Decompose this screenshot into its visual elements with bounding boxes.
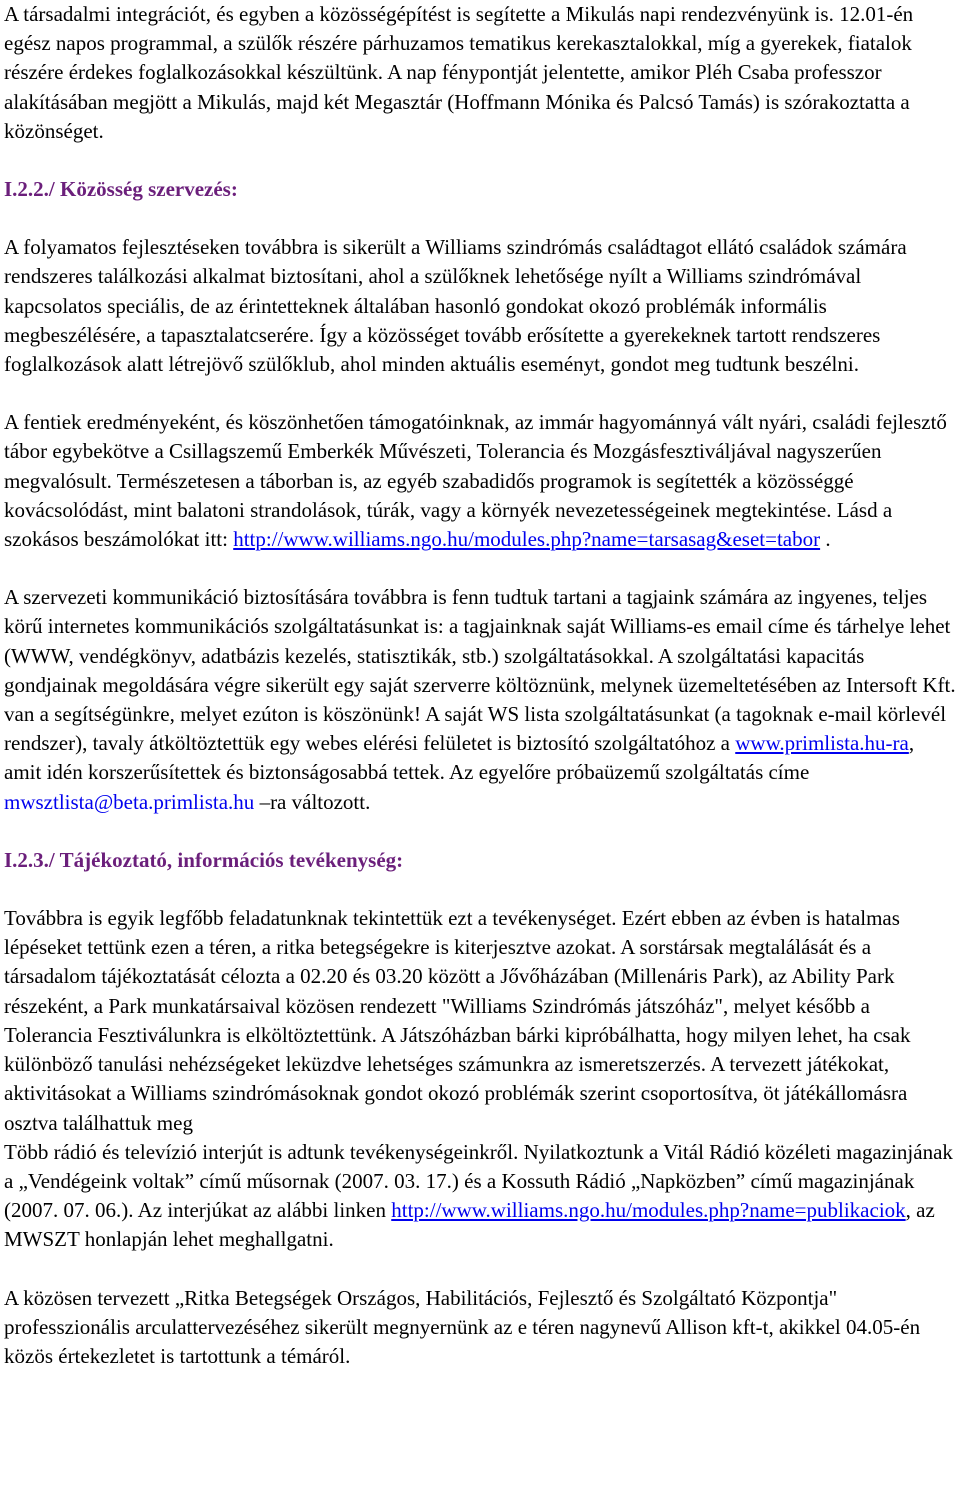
- paragraph-jatszohaz: Továbbra is egyik legfőbb feladatunknak tekintettük ezt a tevékenységet. Ezért ebben az évben is hatalmas lépéseket tettünk ezen a téren, a ritka betegségekre is kiterjesztve azokat. A sorstársak megtalálását és a társadalom tájékoztatását célozta a 02.20 és 03.20 között a Jővőházában (Millenáris Park), az Ability Park részeként, a Park munkatársaival közösen rendezett "Williams Szindrómás játszóház", melyet később a Tolerancia Fesztiválunkra is elköltöztettünk. A Játszóházban bárki kipróbálhatta, hogy milyen lehet, ha csak különböző tanulási nehézségeket leküzdve lehetséges számunkra az ismeretszerzés. A tervezett játékokat, aktivitásokat a Williams szindrómásoknak gondot okozó problémák szerint csoportosítva, öt játékállomásra osztva találhattuk meg: [4, 906, 911, 1135]
- paragraph-kommunikacio-text: A szervezeti kommunikáció biztosítására továbbra is fenn tudtuk tartani a tagjaink számára az ingyenes, teljes körű internetes kommunikációs szolgáltatásunkat is: a tagjainknak saját Williams-es email címe és tárhelye lehet (WWW, vendégkönyv, adatbázis kezelés, statisztikák, stb.) szolgáltatásokkal. A szolgáltatási kapacitás gondjainak megoldására végre sikerült egy saját szerverre költöznünk, melynek üzemeltetésében az Intersoft Kft. van a segítségünkre, melyet ezúton is köszönünk! A saját WS lista szolgáltatásunkat (a tagoknak e-mail körlevél rendszer), tavaly átköltöztettük egy webes elérési felületet is biztosító szolgáltatóhoz a: [4, 585, 956, 756]
- paragraph-tabor: [4, 408, 956, 554]
- paragraph-mikulas: A társadalmi integrációt, és egyben a közösségépítést is segítette a Mikulás napi rendezvényünk is. 12.01-én egész napos programmal, a szülők részére párhuzamos tematikus kerekasztalokkal, míg a gyerekek, fiatalok részére érdekes foglalkozásokkal készültünk. A nap fénypontját jelentette, amikor Pléh Csaba professzor alakításában megjött a Mikulás, majd két Megasztár (Hoffmann Mónika és Palcsó Tamás) is szórakoztatta a közönséget.: [4, 2, 914, 143]
- paragraph-kommunikacio-mid: , amit idén korszerűsítettek és biztonságosabbá tettek. Az egyelőre próbaüzemű szolgáltatás címe: [4, 731, 915, 785]
- paragraph-kozpont: A közösen tervezett „Ritka Betegségek Országos, Habilitációs, Fejlesztő és Szolgáltató Központja" professzionális arculattervezéséhez sikerült megnyernünk az e téren nagynevű Allison kft-t, akikkel 04.05-én közös értekezletet is tartottunk a témáról.: [4, 1285, 921, 1368]
- link-publikaciok[interactable]: http://www.williams.ngo.hu/modules.php?name=publikaciok: [391, 1198, 906, 1223]
- paragraph-tabor-text: A fentiek eredményeként, és köszönhetően támogatóinknak, az immár hagyománnyá vált nyári, családi fejlesztő tábor egybekötve a Csillagszemű Emberkék Művészeti, Tolerancia és Mozgásfesztiváljával nagyszerűen megvalósult. Természetesen a táborban is, az egyéb szabadidős programok is segítették a közösséggé kovácsolódást, mint balatoni strandolások, túrák, vagy a környék nevezetességeinek megtekintése. Lásd a szokásos beszámolókat itt:: [4, 410, 947, 552]
- section-heading-kozosseg-szervezes: I.2.2./ Közösség szervezés:: [4, 177, 238, 202]
- link-tabor[interactable]: http://www.williams.ngo.hu/modules.php?name=tarsasag&eset=tabor: [233, 527, 821, 552]
- link-email-lista[interactable]: mwsztlista@beta.primlista.hu: [4, 789, 255, 814]
- paragraph-interjuk-text: Több rádió és televízió interjút is adtunk tevékenységeinkről. Nyilatkoztunk a Vitál Rádió közéleti magazinjának a „Vendégeink voltak” című műsornak (2007. 03. 17.) és a Kossuth Rádió „Napközben” című magazinjának (2007. 07. 06.). Az interjúkat az alábbi linken: [4, 1139, 953, 1223]
- paragraph-tabor-tail: .: [820, 527, 831, 552]
- paragraph-kozosseg: A folyamatos fejlesztéseken továbbra is sikerült a Williams szindrómás családtagot ellátó családok számára rendszeres találkozási alkalmat biztosítani, ahol a szülőknek lehetősége nyílt a Williams szindrómával kapcsolatos speciális, de az érintetteknek általában hasonló gondokat okozó problémák informális megbeszélésére, a tapasztalatcserére. Így a közösséget tovább erősítette a gyerekeknek tartott rendszeres foglalkozások alatt létrejövő szülőklub, ahol minden aktuális eseményt, gondot meg tudtunk beszélni.: [4, 235, 907, 377]
- section-heading-tajekoztato: I.2.3./ Tájékoztató, információs tevékenység:: [4, 847, 404, 872]
- paragraph-interjuk-tail: , az MWSZT honlapján lehet meghallgatni.: [4, 1198, 935, 1252]
- paragraph-interjuk: [4, 1138, 956, 1255]
- link-primlista[interactable]: www.primlista.hu-ra: [735, 731, 909, 756]
- paragraph-kommunikacio: [4, 583, 956, 817]
- paragraph-kommunikacio-tail: –ra változott.: [254, 789, 371, 814]
